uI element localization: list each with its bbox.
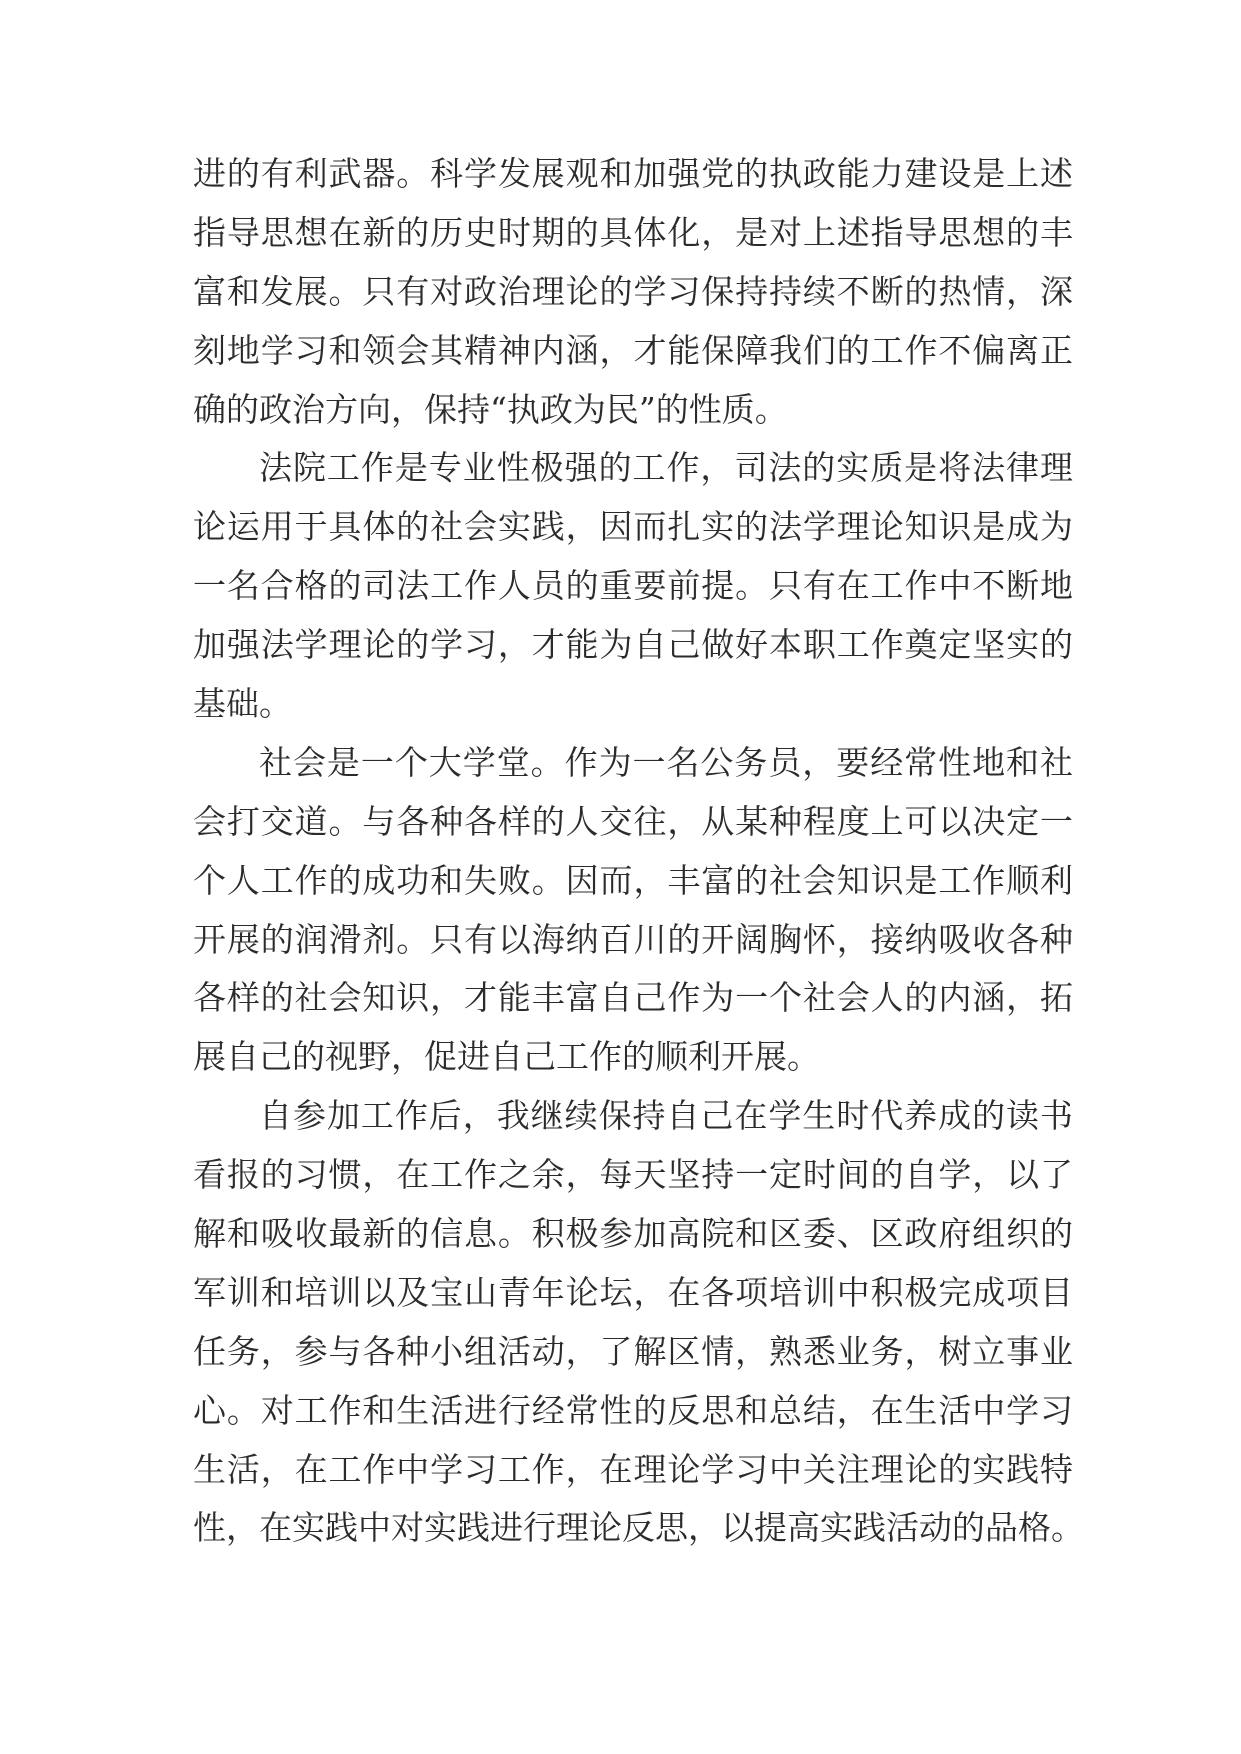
text-line: 任务，参与各种小组活动，了解区情，熟悉业务，树立事业 bbox=[193, 1331, 1073, 1371]
text-line: 个人工作的成功和失败。因而，丰富的社会知识是工作顺利 bbox=[193, 860, 1073, 900]
text-line: 会打交道。与各种各样的人交往，从某种程度上可以决定一 bbox=[193, 801, 1073, 841]
text-line: 生活，在工作中学习工作，在理论学习中关注理论的实践特 bbox=[193, 1449, 1073, 1489]
text-line: 论运用于具体的社会实践，因而扎实的法学理论知识是成为 bbox=[193, 507, 1073, 547]
document-body bbox=[193, 145, 1084, 1558]
text-line: 一名合格的司法工作人员的重要前提。只有在工作中不断地 bbox=[193, 566, 1073, 606]
text-line: 刻地学习和领会其精神内涵，才能保障我们的工作不偏离正 bbox=[193, 330, 1073, 370]
text-line: 加强法学理论的学习，才能为自己做好本职工作奠定坚实的 bbox=[193, 625, 1073, 665]
text-line: 基础。 bbox=[193, 684, 292, 724]
text-line: 开展的润滑剂。只有以海纳百川的开阔胸怀，接纳吸收各种 bbox=[193, 919, 1073, 959]
text-line: 自参加工作后，我继续保持自己在学生时代养成的读书 bbox=[259, 1096, 1073, 1136]
text-line: 进的有利武器。科学发展观和加强党的执政能力建设是上述 bbox=[193, 154, 1073, 193]
text-line: 心。对工作和生活进行经常性的反思和总结，在生活中学习 bbox=[193, 1390, 1073, 1430]
text-line: 性，在实践中对实践进行理论反思，以提高实践活动的品格。 bbox=[193, 1508, 1084, 1548]
text-line: 展自己的视野，促进自己工作的顺利开展。 bbox=[193, 1037, 820, 1077]
text-line: 看报的习惯，在工作之余，每天坚持一定时间的自学，以了 bbox=[193, 1155, 1073, 1195]
text-line: 法院工作是专业性极强的工作，司法的实质是将法律理 bbox=[259, 448, 1073, 488]
text-line: 富和发展。只有对政治理论的学习保持持续不断的热情，深 bbox=[193, 271, 1073, 311]
text-line: 各样的社会知识，才能丰富自己作为一个社会人的内涵，拓 bbox=[193, 978, 1073, 1018]
text-line: 解和吸收最新的信息。积极参加高院和区委、区政府组织的 bbox=[193, 1214, 1073, 1254]
text-line: 军训和培训以及宝山青年论坛，在各项培训中积极完成项目 bbox=[193, 1272, 1073, 1312]
text-line: 确的政治方向，保持“执政为民”的性质。 bbox=[193, 389, 788, 429]
text-line: 社会是一个大学堂。作为一名公务员，要经常性地和社 bbox=[259, 742, 1073, 782]
text-line: 指导思想在新的历史时期的具体化，是对上述指导思想的丰 bbox=[193, 212, 1073, 252]
